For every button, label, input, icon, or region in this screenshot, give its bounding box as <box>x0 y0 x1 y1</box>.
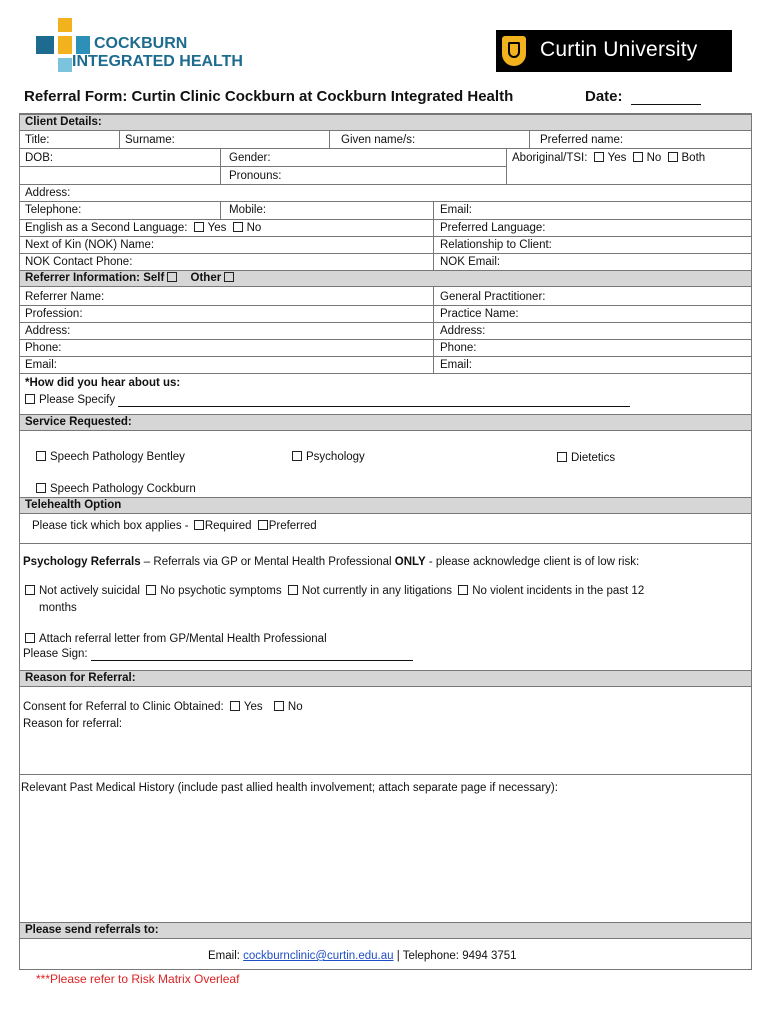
attach-letter-checkbox[interactable] <box>25 633 35 643</box>
psychology-only: ONLY <box>394 556 426 568</box>
practice-phone-field[interactable]: Phone: <box>440 342 477 354</box>
sp-bentley-checkbox[interactable] <box>36 451 46 461</box>
esl-field <box>25 221 261 235</box>
signature-line[interactable] <box>91 649 413 661</box>
contact-line <box>208 949 517 963</box>
mobile-field[interactable]: Mobile: <box>229 204 267 216</box>
surname-field[interactable]: Surname: <box>125 134 175 146</box>
date-label: Date: <box>585 88 623 105</box>
esl-no-label: No <box>246 222 262 234</box>
given-names-field[interactable]: Given name/s: <box>341 134 416 146</box>
gender-field[interactable]: Gender: <box>229 152 271 164</box>
consent-yes-checkbox[interactable] <box>230 701 240 711</box>
psychology-referrals-text1: – Referrals via GP or Mental Health Professional <box>140 556 395 568</box>
no-psychotic-checkbox[interactable] <box>146 585 156 595</box>
consent-yes-label: Yes <box>243 701 263 713</box>
referral-form <box>19 113 752 970</box>
psychology-referrals-bold: Psychology Referrals <box>23 556 141 568</box>
psychology-referrals-text <box>23 555 639 569</box>
relationship-field[interactable]: Relationship to Client: <box>440 239 552 251</box>
atsi-label: Aboriginal/TSI: <box>512 152 588 164</box>
reason-for-referral-field[interactable]: Reason for referral: <box>23 718 123 730</box>
nok-name-field[interactable]: Next of Kin (NOK) Name: <box>25 239 155 251</box>
dietetics-label: Dietetics <box>571 452 616 464</box>
consent-no-checkbox[interactable] <box>274 701 284 711</box>
referrer-heading-label: Referrer Information: Self <box>25 272 165 284</box>
dietetics-checkbox[interactable] <box>557 452 567 462</box>
client-details-heading: Client Details: <box>20 114 751 131</box>
please-sign-label: Please Sign: <box>23 648 88 660</box>
page-title: Referral Form: Curtin Clinic Cockburn at Cockburn Integrated Health <box>24 88 514 105</box>
required-label: Required <box>204 520 252 532</box>
curtin-logo <box>496 30 732 72</box>
atsi-yes-checkbox[interactable] <box>594 152 604 162</box>
curtin-logo-text: Curtin University <box>540 38 698 61</box>
referrer-address-field[interactable]: Address: <box>25 325 71 337</box>
date-field[interactable] <box>585 88 701 105</box>
hear-about-us-label: *How did you hear about us: <box>25 377 181 389</box>
required-checkbox[interactable] <box>194 520 204 530</box>
attach-letter-option[interactable] <box>23 632 327 646</box>
sp-cockburn-checkbox[interactable] <box>36 483 46 493</box>
consent-label: Consent for Referral to Clinic Obtained: <box>23 701 224 713</box>
dob-field[interactable]: DOB: <box>25 152 54 164</box>
atsi-both-label: Both <box>681 152 706 164</box>
telephone-text: | Telephone: 9494 3751 <box>396 950 517 962</box>
psychology-label: Psychology <box>306 451 365 463</box>
date-input-line[interactable] <box>631 90 701 105</box>
clinic-email-link[interactable]: cockburnclinic@curtin.edu.au <box>243 950 394 962</box>
specify-checkbox[interactable] <box>25 394 35 404</box>
practice-name-field[interactable]: Practice Name: <box>440 308 519 320</box>
referrer-phone-field[interactable]: Phone: <box>25 342 62 354</box>
send-referrals-heading: Please send referrals to: <box>20 922 751 939</box>
esl-yes-checkbox[interactable] <box>194 222 204 232</box>
attach-letter-label: Attach referral letter from GP/Mental Health Professional <box>39 633 327 645</box>
not-suicidal-label: Not actively suicidal <box>39 585 140 597</box>
pronouns-field[interactable]: Pronouns: <box>229 170 282 182</box>
atsi-field <box>512 151 705 165</box>
preferred-name-field[interactable]: Preferred name: <box>540 134 624 146</box>
other-checkbox[interactable] <box>224 272 234 282</box>
atsi-yes-label: Yes <box>607 152 627 164</box>
referrer-heading <box>20 270 751 287</box>
no-psychotic-label: No psychotic symptoms <box>160 585 282 597</box>
sp-cockburn-option[interactable] <box>33 482 196 496</box>
email-label: Email: <box>208 950 240 962</box>
nok-phone-field[interactable]: NOK Contact Phone: <box>25 256 133 268</box>
no-litigations-label: Not currently in any litigations <box>301 585 453 597</box>
telehealth-heading: Telehealth Option <box>20 497 751 514</box>
practice-address-field[interactable]: Address: <box>440 325 486 337</box>
psych-risk-checks <box>23 584 644 598</box>
practice-email-field[interactable]: Email: <box>440 359 472 371</box>
referrer-name-field[interactable]: Referrer Name: <box>25 291 105 303</box>
esl-label: English as a Second Language: <box>25 222 188 234</box>
cockburn-logo-line2: INTEGRATED HEALTH <box>72 53 243 70</box>
atsi-both-checkbox[interactable] <box>668 152 678 162</box>
referrer-email-field[interactable]: Email: <box>25 359 57 371</box>
atsi-no-checkbox[interactable] <box>633 152 643 162</box>
atsi-no-label: No <box>646 152 662 164</box>
consent-no-label: No <box>287 701 303 713</box>
no-litigations-checkbox[interactable] <box>288 585 298 595</box>
preferred-checkbox[interactable] <box>258 520 268 530</box>
sp-bentley-option[interactable] <box>33 450 185 464</box>
please-sign-field[interactable] <box>23 647 413 661</box>
address-field[interactable]: Address: <box>25 187 71 199</box>
profession-field[interactable]: Profession: <box>25 308 83 320</box>
risk-matrix-note: ***Please refer to Risk Matrix Overleaf <box>36 972 240 986</box>
not-suicidal-checkbox[interactable] <box>25 585 35 595</box>
psychology-referrals-text2: - please acknowledge client is of low risk: <box>425 556 640 568</box>
esl-no-checkbox[interactable] <box>233 222 243 232</box>
sp-cockburn-label: Speech Pathology Cockburn <box>50 483 196 495</box>
sp-bentley-label: Speech Pathology Bentley <box>50 451 185 463</box>
title-field[interactable]: Title: <box>25 134 50 146</box>
email-field[interactable]: Email: <box>440 204 472 216</box>
reason-heading: Reason for Referral: <box>20 670 751 687</box>
consent-field <box>23 700 303 714</box>
psychology-option[interactable] <box>289 450 365 464</box>
specify-line[interactable] <box>118 395 630 407</box>
please-specify-field[interactable] <box>25 393 630 407</box>
dietetics-option[interactable] <box>554 451 615 465</box>
no-violent-label: No violent incidents in the past 12 <box>472 585 645 597</box>
telehealth-options <box>32 519 317 533</box>
medical-history-field[interactable]: Relevant Past Medical History (include past allied health involvement; attach separate page if necessary): <box>21 782 558 794</box>
self-checkbox[interactable] <box>167 272 177 282</box>
curtin-crest-icon <box>502 36 526 66</box>
preferred-label: Preferred <box>268 520 317 532</box>
preferred-language-field[interactable]: Preferred Language: <box>440 222 546 234</box>
psychology-checkbox[interactable] <box>292 451 302 461</box>
telephone-field[interactable]: Telephone: <box>25 204 82 216</box>
cockburn-logo <box>36 18 243 76</box>
esl-yes-label: Yes <box>207 222 227 234</box>
nok-email-field[interactable]: NOK Email: <box>440 256 501 268</box>
telehealth-prompt: Please tick which box applies - <box>32 520 189 532</box>
no-violent-checkbox[interactable] <box>458 585 468 595</box>
service-heading: Service Requested: <box>20 414 751 431</box>
specify-label: Please Specify <box>39 394 116 406</box>
gp-field[interactable]: General Practitioner: <box>440 291 546 303</box>
other-label: Other <box>190 272 222 284</box>
no-violent-label-cont: months <box>39 602 77 614</box>
cockburn-logo-line1: COCKBURN <box>94 35 188 52</box>
